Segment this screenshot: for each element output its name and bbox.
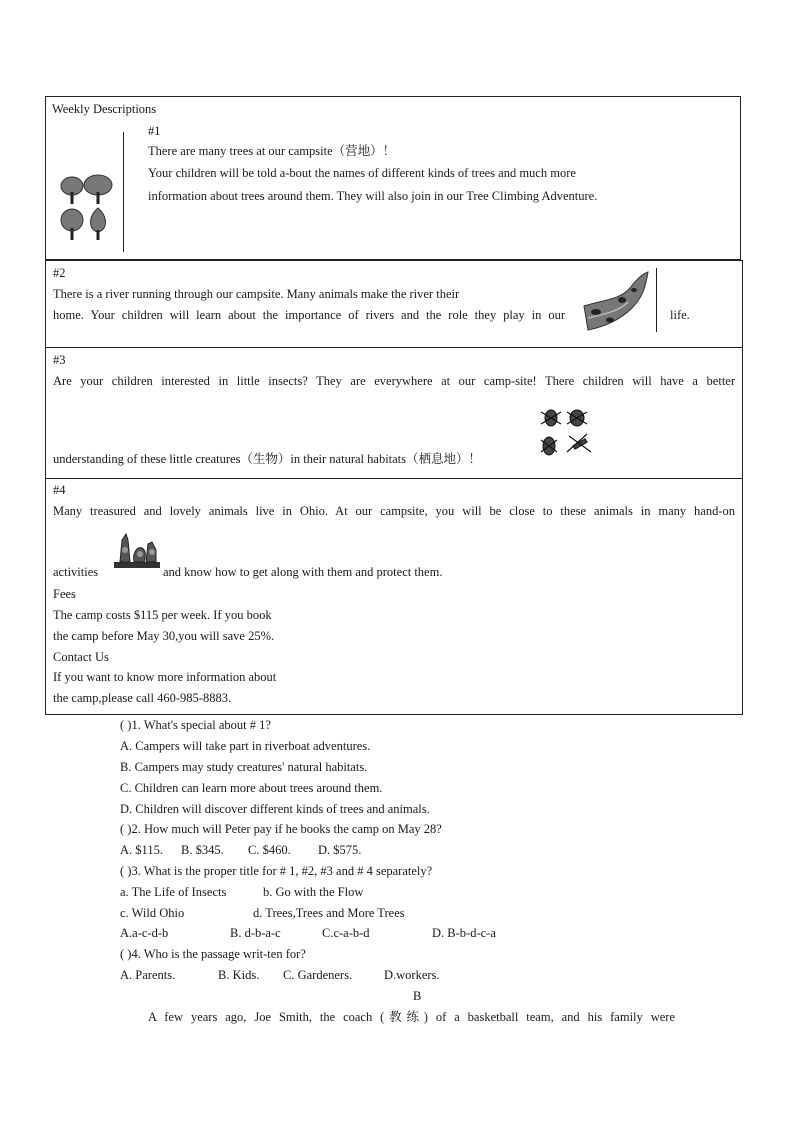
question-3-option-d: D. B-b-d-c-a (432, 926, 496, 940)
section-2-line-1: There is a river running through our campsite. Many animals make the river their (53, 287, 460, 301)
question-3-option-a: A.a-c-d-b (120, 926, 169, 940)
fees-line-1: The camp costs $115 per week. If you book (53, 608, 272, 622)
question-3-title-d: d. Trees,Trees and More Trees (253, 906, 405, 920)
question-2-option-b: B. $345. (181, 843, 224, 857)
section-1-divider (123, 132, 124, 252)
section-2-image-divider (656, 268, 657, 332)
question-4-option-d: D.workers. (384, 968, 440, 982)
question-1-stem: ( )1. What's special about # 1? (120, 718, 271, 732)
question-3-option-b: B. d-b-a-c (230, 926, 281, 940)
section-4-number: #4 (53, 483, 66, 497)
question-1-option-b: B. Campers may study creatures' natural habitats. (120, 760, 368, 774)
fees-title: Fees (53, 587, 76, 601)
animals-illustration (112, 526, 162, 570)
weekly-descriptions-header: Weekly Descriptions (52, 102, 157, 116)
river-illustration (582, 270, 652, 332)
section-2-line-2: home. Your children will learn about the importance of rivers and the role they play in our (53, 308, 565, 322)
section-2-life-word: life. (670, 308, 690, 322)
question-4-option-a: A. Parents. (120, 968, 176, 982)
question-4-option-b: B. Kids. (218, 968, 260, 982)
section-4-line-2: and know how to get along with them and protect them. (163, 565, 443, 579)
section-2-number: #2 (53, 266, 66, 280)
insects-illustration (537, 406, 593, 458)
question-4-stem: ( )4. Who is the passage writ-ten for? (120, 947, 306, 961)
section-b-first-line: A few years ago, Joe Smith, the coach (教练) of a basketball team, and his family were (148, 1010, 675, 1024)
question-3-option-c: C.c-a-b-d (322, 926, 370, 940)
section-1-line-2: Your children will be told a-bout the names of different kinds of trees and much more (148, 166, 576, 180)
section-3-number: #3 (53, 353, 66, 367)
question-3-title-a: a. The Life of Insects (120, 885, 227, 899)
question-3-title-b: b. Go with the Flow (263, 885, 364, 899)
section-3-4-divider (45, 478, 743, 479)
fees-line-2: the camp before May 30,you will save 25%. (53, 629, 275, 643)
section-b-label: B (413, 989, 422, 1003)
section-4-line-1: Many treasured and lovely animals live in Ohio. At our campsite, you will be close to these animals in many hand-on (53, 504, 735, 518)
section-2-3-divider (45, 347, 743, 348)
question-2-option-a: A. $115. (120, 843, 163, 857)
section-1-number: #1 (148, 124, 161, 138)
question-1-option-d: D. Children will discover different kinds of trees and animals. (120, 802, 430, 816)
section-4-activities-word: activities (53, 565, 99, 579)
section-3-line-1: Are your children interested in little insects? They are everywhere at our camp-site! There children will have a better (53, 374, 735, 388)
question-2-option-c: C. $460. (248, 843, 291, 857)
section-1-line-3: information about trees around them. They will also join in our Tree Climbing Adventure. (148, 189, 598, 203)
question-1-option-a: A. Campers will take part in riverboat adventures. (120, 739, 371, 753)
question-3-title-c: c. Wild Ohio (120, 906, 185, 920)
question-2-option-d: D. $575. (318, 843, 362, 857)
question-3-stem: ( )3. What is the proper title for # 1, #2, #3 and # 4 separately? (120, 864, 433, 878)
question-1-option-c: C. Children can learn more about trees around them. (120, 781, 383, 795)
question-4-option-c: C. Gardeners. (283, 968, 353, 982)
section-1-line-1: There are many trees at our campsite（营地）！ (148, 144, 396, 158)
trees-illustration (56, 172, 120, 242)
section-3-line-2: understanding of these little creatures（生物）in their natural habitats（栖息地）！ (53, 452, 482, 466)
contact-line-1: If you want to know more information about (53, 670, 277, 684)
contact-line-2: the camp,please call 460-985-8883. (53, 691, 232, 705)
contact-title: Contact Us (53, 650, 109, 664)
question-2-stem: ( )2. How much will Peter pay if he books the camp on May 28? (120, 822, 442, 836)
